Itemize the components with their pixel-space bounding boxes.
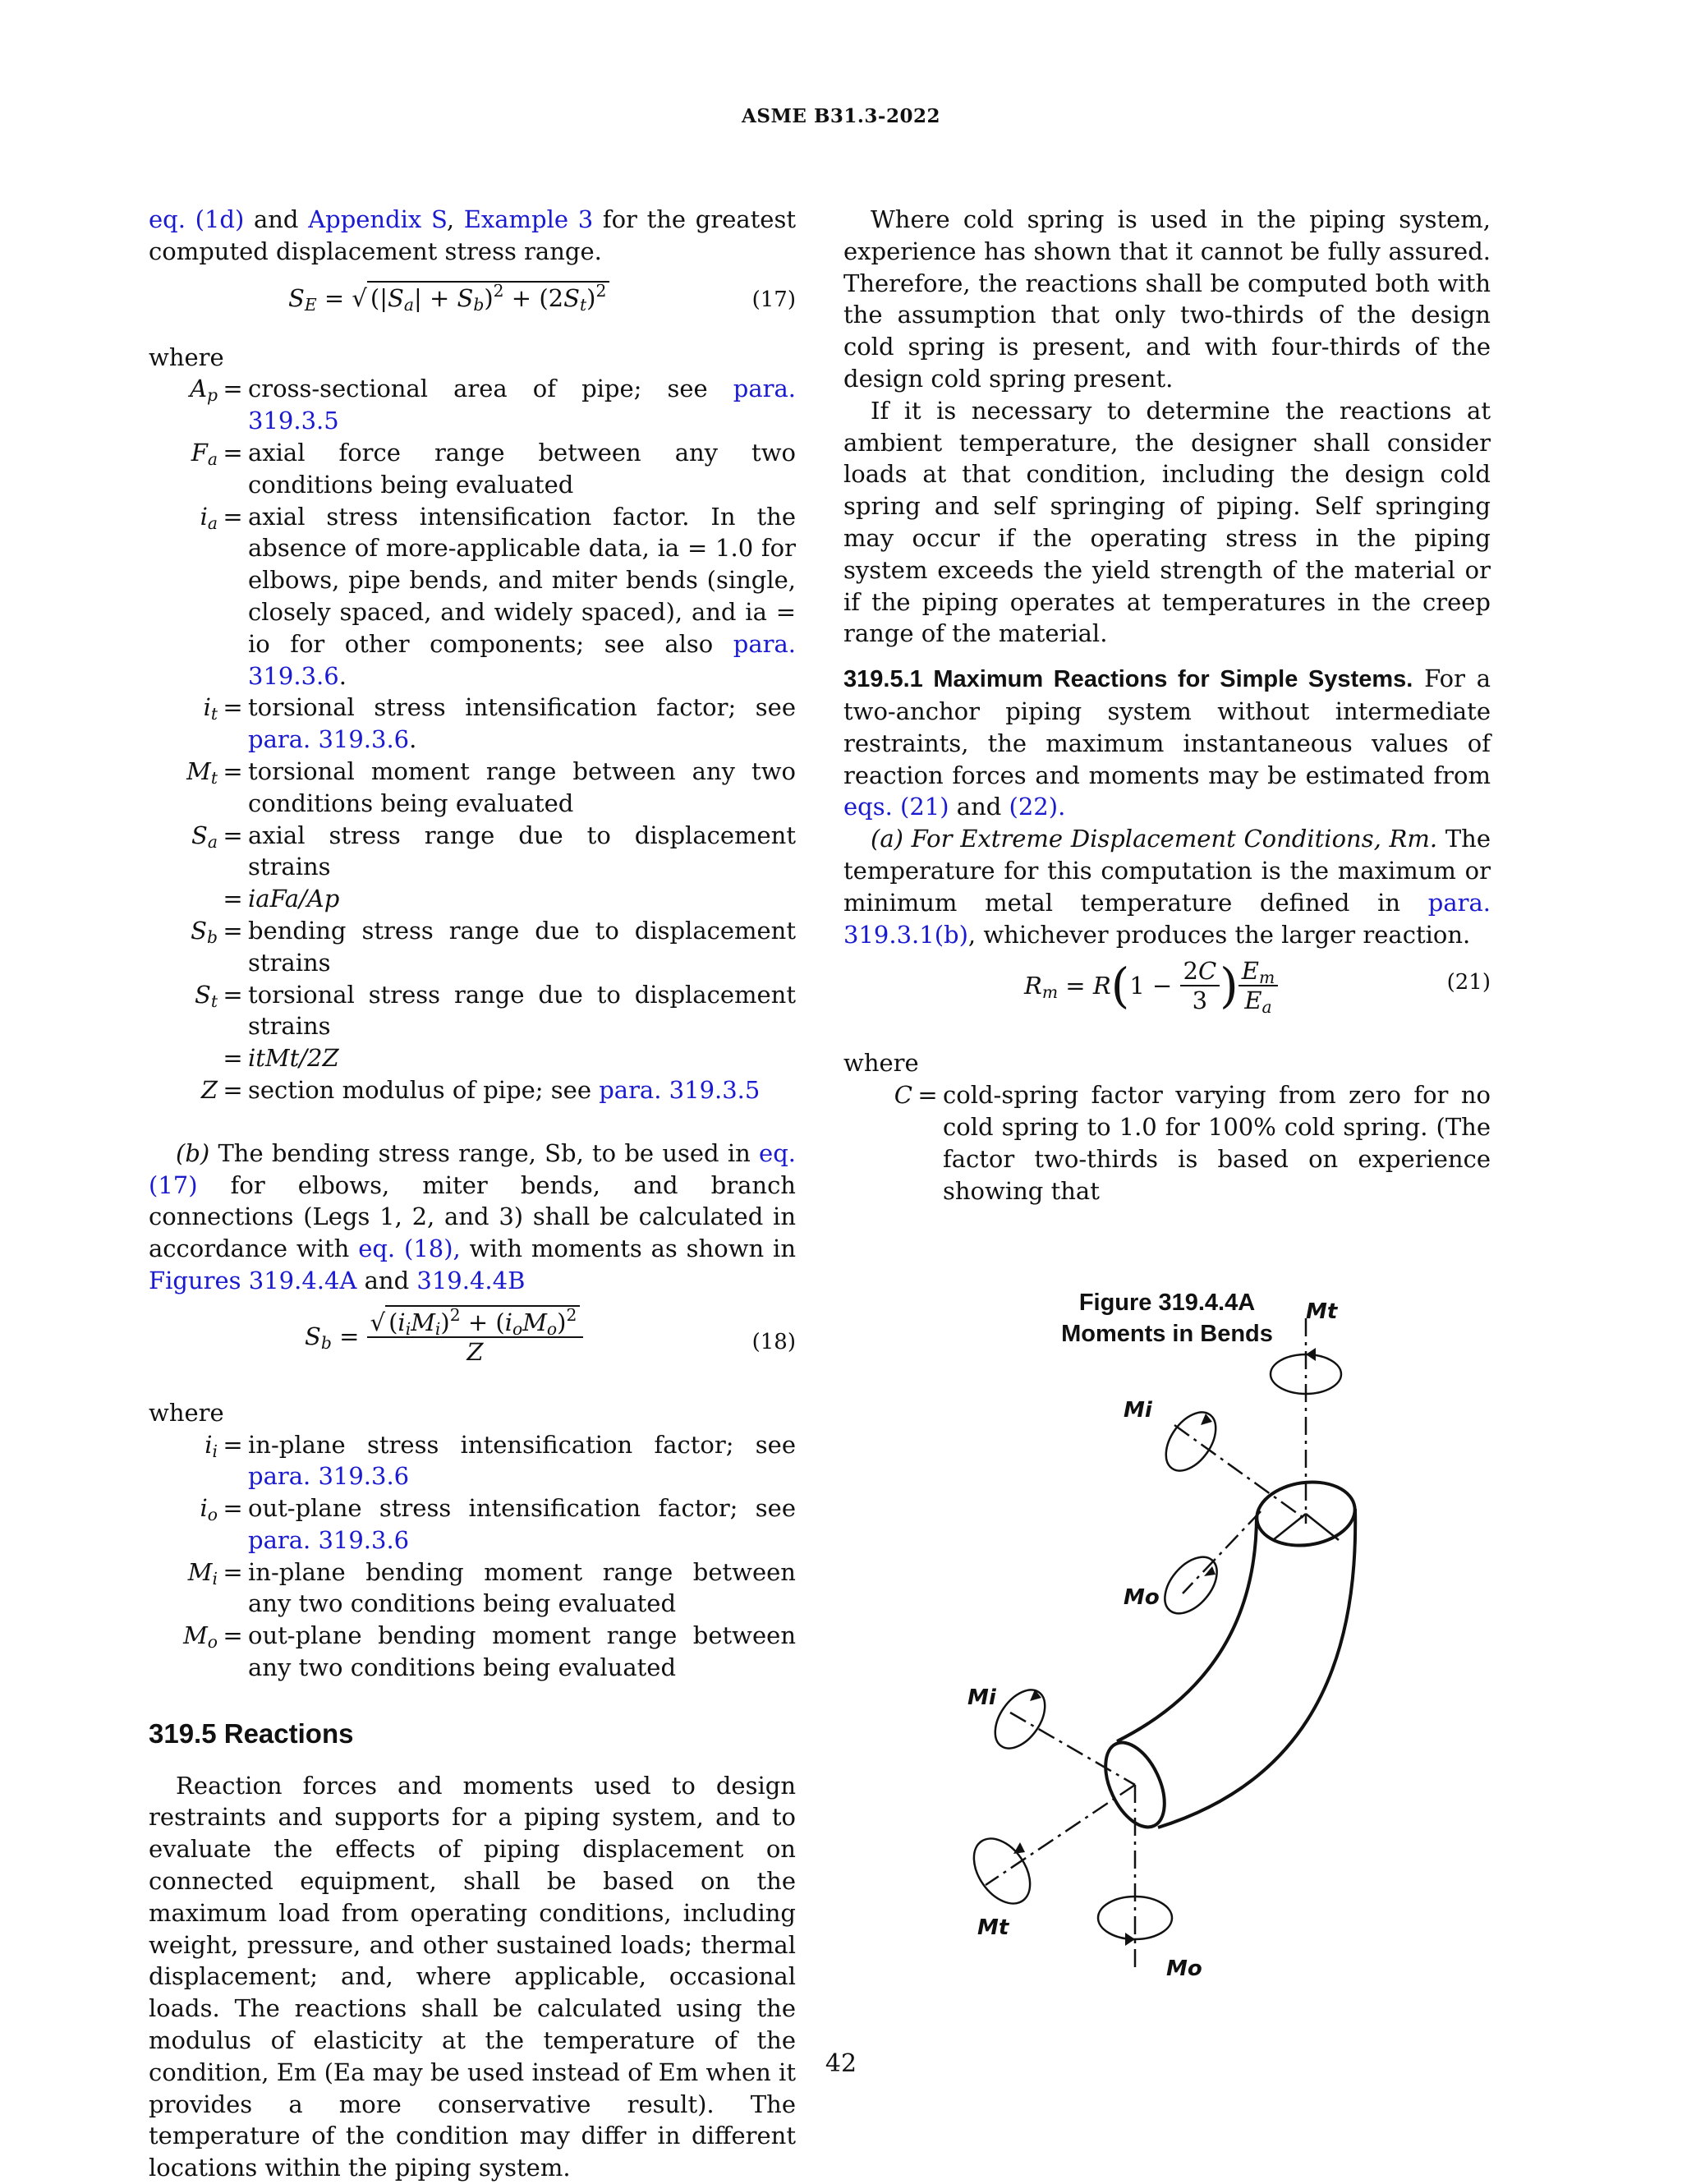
definition-text: axial stress range due to displacement strains: [248, 821, 796, 881]
label-mt-top: Mt: [1306, 1299, 1338, 1324]
mo-bottom-arrowhead: [1125, 1933, 1135, 1946]
displacement-definition: [149, 915, 796, 979]
label-mo-mid: Mo: [1124, 1585, 1160, 1610]
displacement-definition: [149, 501, 796, 692]
where-label-1: where: [149, 343, 224, 371]
figure-subtitle: Moments in Bends: [1061, 1321, 1273, 1348]
displacement-definition: [149, 756, 796, 820]
definition-symbol: $F_a$: [191, 438, 218, 470]
definition-symbol: $i_a$: [200, 502, 218, 533]
definition-link[interactable]: para. 319.3.6: [248, 1525, 410, 1554]
definition-text: torsional stress intensification factor; see para. 319.3.6.: [248, 693, 796, 754]
definition-equals: =: [223, 1430, 243, 1459]
definition-symbol: $S_b$: [191, 916, 218, 947]
definition-text: out-plane bending moment range between any two conditions being evaluated: [248, 1621, 796, 1682]
definition-text: in-plane bending moment range between any two conditions being evaluated: [248, 1557, 796, 1618]
definition-equals: =: [223, 885, 243, 913]
cold-spring-paragraph: Where cold spring is used in the piping system, experience has shown that it cannot be fully assured. Therefore, the reactions shall be computed both with the assumption that only two-thirds of the design cold spring is present, and with four-thirds of the design cold spring present.: [843, 205, 1491, 393]
paragraph-b-label: (b): [176, 1138, 210, 1167]
definition-symbol: $i_o$: [200, 1494, 218, 1525]
mi-top-axis: [1174, 1425, 1306, 1520]
definition-text: torsional moment range between any two conditions being evaluated: [248, 756, 796, 817]
ambient-paragraph: If it is necessary to determine the reactions at ambient temperature, the designer shall consider loads at that condition, including the design cold spring and self springing of piping. Self springing may occur if the operating stress in the piping system exceeds the yield strength of the material or if the piping operates at temperatures in the creep range of the material.: [843, 396, 1491, 648]
displacement-definition: [149, 692, 796, 756]
definition-symbol: $M_t$: [186, 756, 218, 789]
where-label-3: where: [843, 1049, 919, 1078]
definition-equals: =: [223, 1557, 243, 1586]
figure-moments-in-bends: [944, 1294, 1372, 1992]
definition-c-text: cold-spring factor varying from zero for no cold spring to 1.0 for 100% cold spring. (The factor two-thirds is based on experience showing that: [943, 1081, 1491, 1205]
displacement-definition: [149, 373, 796, 437]
displacement-definition: [149, 1074, 796, 1106]
equation-18-formula: $S_b$ = $\frac{√ (i_iM_i)^2 + (i_oM_o)^2}{Z}$: [305, 1308, 583, 1366]
definition-symbol: $M_o$: [183, 1621, 218, 1653]
pipe-inner-curve: [1117, 1515, 1257, 1741]
where-label-2: where: [149, 1398, 224, 1427]
equation-17: [149, 274, 796, 333]
mi-left-axis: [1010, 1713, 1135, 1785]
bending-definition: [149, 1429, 796, 1493]
paragraph-a-text: The temperature for this computation is the maximum or minimum metal temperature defined in: [843, 825, 1491, 917]
reactions-paragraph: Reaction forces and moments used to design restraints and supports for a piping system, and to evaluate the effects of piping displacement on connected equipment, shall be based on the maximum load from operating conditions, including weight, pressure, and other sustained loads; thermal displacement; and, where applicable, occasional loads. The reactions shall be calculated using the modulus of elasticity at the temperature of the condition, Em (Ea may be used instead of Em when it provides a more conservative result). The temperature of the condition may differ in different locations within the piping system.: [149, 1771, 796, 2182]
equation-18-number: (18): [751, 1329, 796, 1354]
figure-title: Figure 319.4.4A: [1078, 1290, 1256, 1317]
paragraph-b-text-2: for elbows, miter bends, and branch connections (Legs 1, 2, and 3) shall be calculated in accordance with: [149, 1170, 796, 1263]
paragraph-b-text-3: with moments as shown in: [469, 1235, 797, 1263]
label-mi-left: Mi: [967, 1685, 996, 1710]
mt-bottom-arrowhead: [1013, 1842, 1025, 1854]
definition-text: out-plane stress intensification factor; see para. 319.3.6: [248, 1494, 796, 1554]
definition-text: axial stress intensification factor. In the absence of more-applicable data, ia = 1.0 for elbows, pipe bends, and miter bends (single, closely spaced, and widely spaced), and ia = io for other components; see also para. 319.3.6.: [248, 502, 796, 690]
left-column: [149, 204, 796, 2184]
definition-equals: =: [223, 756, 243, 785]
label-mi-top: Mi: [1124, 1398, 1152, 1423]
link-eq-18[interactable]: eq. (18),: [358, 1235, 461, 1263]
displacement-definition: [149, 979, 796, 1043]
definition-text: axial force range between any two conditions being evaluated: [248, 438, 796, 499]
equation-21: [843, 957, 1491, 1032]
subsection-heading: 319.5.1 Maximum Reactions for Simple Systems.: [843, 666, 1413, 693]
link-eq-22[interactable]: (22).: [1009, 793, 1066, 821]
running-header: ASME B31.3-2022: [742, 105, 940, 127]
displacement-definition: [149, 883, 796, 915]
intro-text: for the greatest computed displacement stress range.: [149, 205, 797, 265]
equation-17-formula: $S_E$ = √ $(|S_a| + S_b)^2 + (2S_t)^2$: [288, 283, 609, 315]
mi-left-arrowhead: [1030, 1690, 1041, 1701]
bending-definition: [149, 1620, 796, 1684]
intro-paragraph: [149, 204, 796, 268]
equation-21-formula: $R_m = R$ ( 1 − $\frac{2C}{3}$ ) $\frac{E_m}{E_a}$: [1024, 957, 1278, 1014]
definition-equals: =: [223, 1621, 243, 1650]
definition-equals: =: [223, 980, 243, 1009]
equation-18: [149, 1304, 796, 1391]
definition-link[interactable]: para. 319.3.6: [248, 725, 410, 754]
equation-17-number: (17): [751, 287, 796, 312]
definition-text: bending stress range due to displacement strains: [248, 916, 796, 977]
definition-equals: =: [223, 438, 243, 467]
paragraph-a-label: (a) For Extreme Displacement Conditions, Rm.: [871, 825, 1438, 853]
pipe-top-center-mark: [1273, 1514, 1306, 1540]
definition-c-symbol: C: [894, 1081, 912, 1110]
section-heading-reactions: 319.5 Reactions: [149, 1717, 354, 1749]
definition-link[interactable]: para. 319.3.6: [248, 629, 796, 690]
link-para-319-3-1b[interactable]: para. 319.3.1(b): [843, 888, 1491, 949]
text-comma: ,: [446, 205, 455, 233]
definition-symbol: $i_t$: [203, 693, 218, 724]
bending-definition: [149, 1492, 796, 1556]
link-example-3[interactable]: Example 3: [463, 205, 594, 233]
bending-definition: [149, 1556, 796, 1621]
definition-c: [843, 1079, 1491, 1207]
mt-bottom-axis: [986, 1785, 1135, 1885]
definition-symbol: $S_t$: [194, 980, 218, 1011]
definition-symbol: $i_i$: [205, 1430, 218, 1461]
text-and: and: [253, 205, 299, 233]
displacement-definition: [149, 1042, 796, 1074]
definition-symbol: $A_p$: [190, 375, 218, 406]
subsection-319-5-1: [843, 663, 1491, 823]
label-mo-bottom: Mo: [1166, 1956, 1202, 1981]
definition-text: cross-sectional area of pipe; see para. 319.3.5: [248, 375, 796, 435]
equation-21-number: (21): [1446, 970, 1491, 995]
displacement-definition: [149, 437, 796, 501]
definition-link[interactable]: para. 319.3.5: [599, 1075, 761, 1104]
label-mt-bottom: Mt: [977, 1915, 1009, 1940]
link-figure-319-4-4a[interactable]: Figures 319.4.4A: [149, 1266, 357, 1294]
mt-top-arrowhead: [1306, 1348, 1316, 1361]
definition-equals: =: [223, 916, 243, 945]
definition-symbol: $S_a$: [191, 821, 218, 852]
subsection-and: and: [956, 793, 1002, 821]
subsection-text: For a two-anchor piping system without intermediate restraints, the maximum instantaneous values of reaction forces and moments may be estimated from: [843, 664, 1491, 789]
definition-link[interactable]: para. 319.3.5: [248, 375, 796, 435]
paragraph-b: [149, 1138, 796, 1297]
paragraph-b-text-1: The bending stress range, Sb, to be used in: [218, 1138, 751, 1167]
definition-text: in-plane stress intensification factor; see para. 319.3.6: [248, 1430, 796, 1491]
link-eq-1d[interactable]: eq. (1d): [149, 205, 245, 233]
paragraph-b-and: and: [364, 1266, 410, 1294]
definition-equals: =: [223, 821, 243, 849]
right-column: [843, 204, 1491, 1349]
definition-equals: =: [223, 1075, 243, 1104]
definition-text: section modulus of pipe; see para. 319.3.5: [248, 1075, 761, 1104]
link-eqs-21[interactable]: eqs. (21): [843, 793, 949, 821]
definition-symbol: $M_i$: [187, 1557, 218, 1589]
link-appendix-s[interactable]: Appendix S: [308, 205, 447, 233]
definition-text: iaFa/Ap: [248, 885, 340, 913]
mi-top-rotation-icon: [1156, 1403, 1225, 1479]
definition-equals: =: [223, 1044, 243, 1073]
definition-equals: =: [917, 1081, 938, 1110]
definition-equals: =: [223, 693, 243, 722]
pipe-outer-curve: [1158, 1509, 1355, 1828]
definition-equals: =: [223, 1494, 243, 1523]
link-eq-17[interactable]: eq. (17): [149, 1138, 796, 1199]
paragraph-a: [843, 823, 1491, 950]
pipe-top-center-mark-2: [1306, 1514, 1339, 1540]
definition-text: torsional stress range due to displacement strains: [248, 980, 796, 1041]
definitions-list-2: [149, 1429, 796, 1684]
definition-symbol: Z: [200, 1075, 218, 1104]
definition-link[interactable]: para. 319.3.6: [248, 1462, 410, 1491]
mt-bottom-rotation-icon: [963, 1828, 1041, 1914]
definition-equals: =: [223, 502, 243, 531]
definitions-list-1: [149, 373, 796, 1106]
displacement-definition: [149, 820, 796, 884]
link-figure-319-4-4b[interactable]: 319.4.4B: [416, 1266, 526, 1294]
definition-text: itMt/2Z: [248, 1044, 339, 1073]
paragraph-a-tail: , whichever produces the larger reaction.: [967, 920, 1471, 949]
page-number: 42: [825, 2049, 857, 2078]
definition-equals: =: [223, 375, 243, 403]
